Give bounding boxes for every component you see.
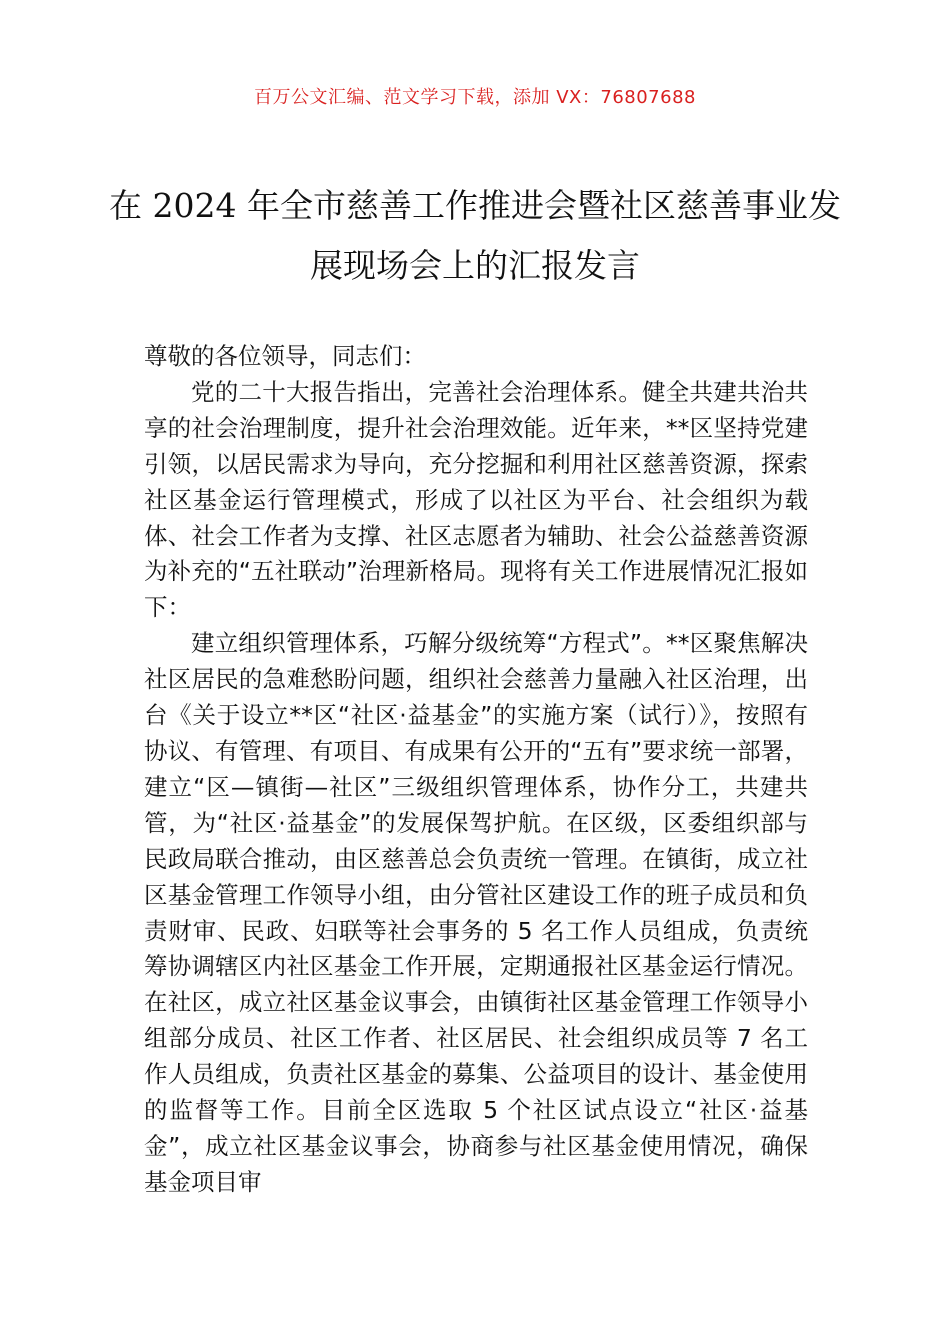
paragraph-organization: 建立组织管理体系，巧解分级统筹“方程式”。**区聚焦解决社区居民的急难愁盼问题，组织社会慈善力量融入社区治理，出台《关于设立**区“社区·益基金”的实施方案（试行）》，按照有协议、有管理、有项目、有成果有公开的“五有”要求统一部署，建立“区—镇街—社区”三级组织管理体系，协作分工，共建共管，为“社区·益基金”的发展保驾护航。在区级，区委组织部与民政局联合推动，由区慈善总会负责统一管理。在镇街，成立社区基金管理工作领导小组，由分管社区建设工作的班子成员和负责财审、民政、妇联等社会事务的 5 名工作人员组成，负责统筹协调辖区内社区基金工作开展，定期通报社区基金运行情况。在社区，成立社区基金议事会，由镇街社区基金管理工作领导小组部分成员、社区工作者、社区居民、社会组织成员等 7 名工作人员组成，负责社区基金的募集、公益项目的设计、基金使用的监督等工作。目前全区选取 5 个社区试点设立“社区·益基金”，成立社区基金议事会，协商参与社区基金使用情况，确保基金项目审 [144,629,808,1196]
paragraph-intro: 党的二十大报告指出，完善社会治理体系。健全共建共治共享的社会治理制度，提升社会治理效能。近年来，**区坚持党建引领，以居民需求为导向，充分挖掘和利用社区慈善资源，探索社区基金运行管理模式，形成了以社区为平台、社会组织为载体、社会工作者为支撑、社区志愿者为辅助、社会公益慈善资源为补充的“五社联动”治理新格局。现将有关工作进展情况汇报如下： [144,377,808,622]
watermark-text: 百万公文汇编、范文学习下载，添加 VX：76807688 [254,87,696,108]
salutation: 尊敬的各位领导，同志们： [144,342,426,370]
document-title: 在 2024 年全市慈善工作推进会暨社区慈善事业发展现场会上的汇报发言 [109,186,841,285]
document-body [144,339,808,1201]
